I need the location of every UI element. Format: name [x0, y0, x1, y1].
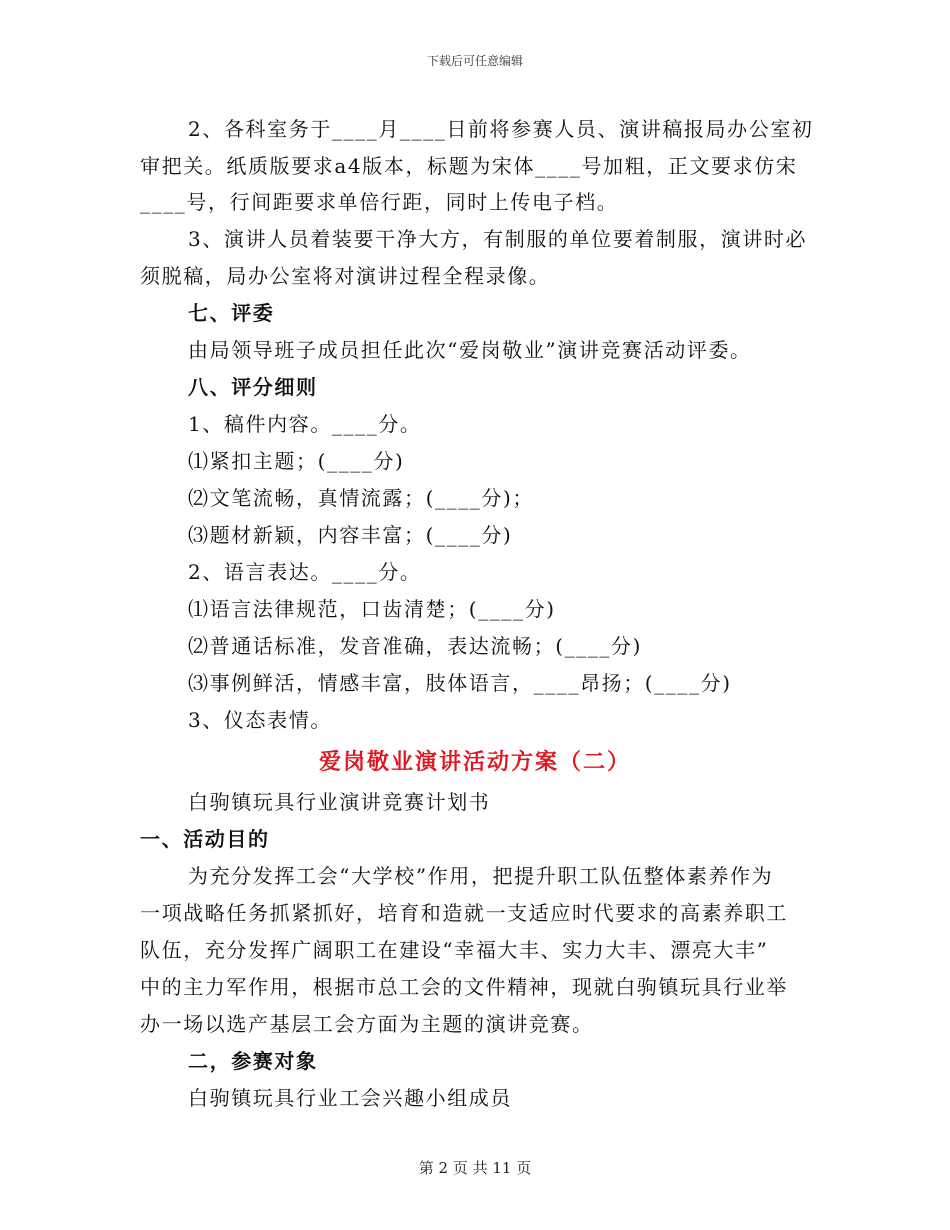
list-item: ⑶题材新颖，内容丰富；(____分)	[188, 523, 513, 547]
list-item: 2、语言表达。____分。	[188, 560, 422, 584]
section-heading: 一、活动目的	[140, 827, 270, 851]
list-item: ⑵普通话标准，发音准确，表达流畅；(____分)	[188, 634, 643, 658]
list-item: 1、稿件内容。____分。	[188, 412, 422, 436]
section-title: 爱岗敬业演讲活动方案（二）	[318, 749, 631, 775]
list-item: ⑴紧扣主题；(____分)	[188, 449, 405, 473]
list-item: ⑴语言法律规范，口齿清楚；(____分)	[188, 597, 556, 621]
section-heading: 七、评委	[188, 301, 275, 325]
paragraph-line: 3、演讲人员着装要干净大方，有制服的单位要着制服，演讲时必	[188, 227, 808, 251]
paragraph-line: 办一场以选产基层工会方面为主题的演讲竞赛。	[140, 1012, 594, 1036]
list-item: ⑶事例鲜活，情感丰富，肢体语言，____昂扬；(____分)	[188, 671, 732, 695]
list-item: ⑵文笔流畅，真情流露；(____分)；	[188, 486, 535, 510]
paragraph-line: 中的主力军作用，根据市总工会的文件精神，现就白驹镇玩具行业举	[140, 975, 788, 999]
section-heading: 八、评分细则	[188, 375, 318, 399]
paragraph-line: 由局领导班子成员担任此次“爱岗敬业”演讲竞赛活动评委。	[188, 338, 752, 362]
paragraph-line: 白驹镇玩具行业工会兴趣小组成员	[188, 1086, 512, 1110]
paragraph-line: 一项战略任务抓紧抓好，培育和造就一支适应时代要求的高素养职工	[140, 901, 788, 925]
section-heading: 二，参赛对象	[188, 1049, 318, 1073]
paragraph-line: 须脱稿，局办公室将对演讲过程全程录像。	[140, 264, 551, 288]
paragraph-line: 队伍，充分发挥广阔职工在建设“幸福大丰、实力大丰、漂亮大丰”	[140, 938, 769, 962]
page-header: 下载后可任意编辑	[426, 54, 523, 68]
list-item: 3、仪态表情。	[188, 708, 332, 732]
paragraph-line: 2、各科室务于____月____日前将参赛人员、演讲稿报局办公室初	[188, 117, 814, 141]
paragraph-line: ____号，行间距要求单倍行距，同时上传电子档。	[140, 190, 619, 214]
page-footer: 第 2 页 共 11 页	[418, 1159, 532, 1177]
paragraph-line: 为充分发挥工会“大学校”作用，把提升职工队伍整体素养作为	[188, 864, 774, 888]
subtitle: 白驹镇玩具行业演讲竞赛计划书	[188, 790, 491, 814]
paragraph-line: 审把关。纸质版要求a4版本，标题为宋体____号加粗，正文要求仿宋	[140, 154, 798, 178]
